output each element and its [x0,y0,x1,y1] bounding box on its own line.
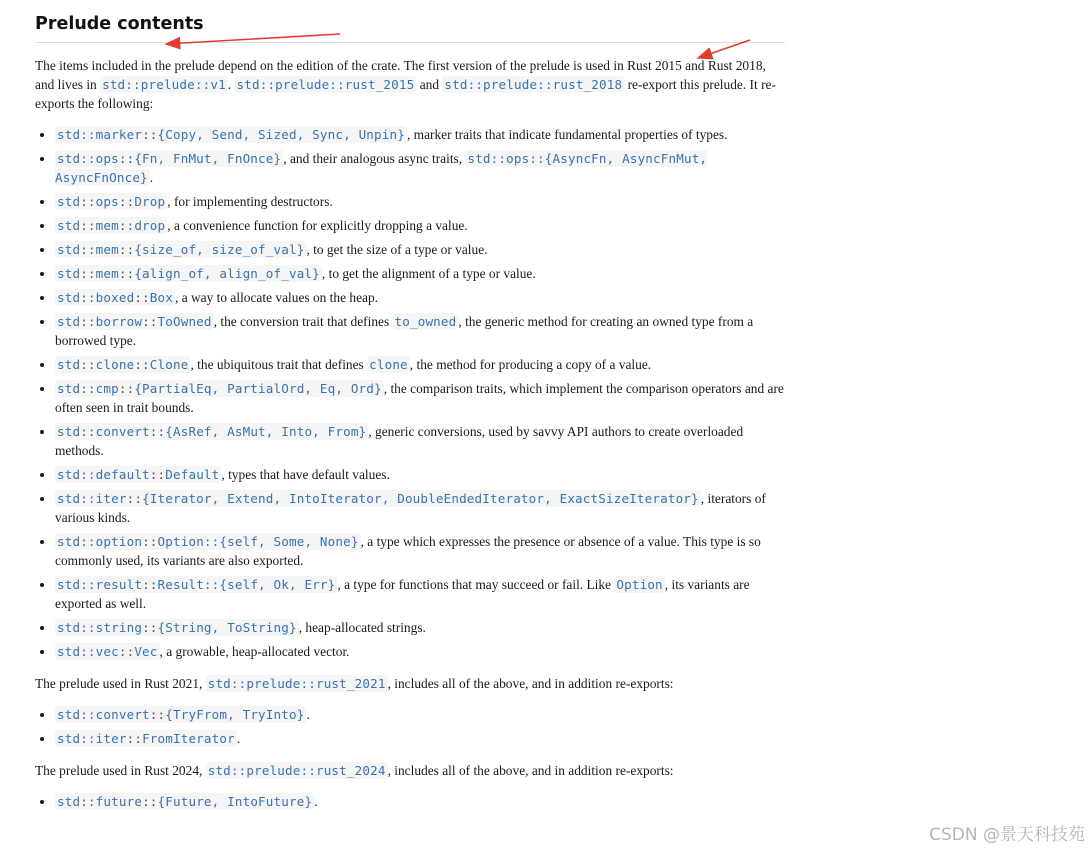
item-description: , a type for functions that may succeed or fail. Like [337,577,615,592]
item-description: , a way to allocate values on the heap. [175,290,379,305]
module-link[interactable]: std::vec [57,644,119,659]
item-link[interactable]: FromIterator [142,731,235,746]
path-separator: :: [118,266,135,281]
item-description: . [149,170,154,185]
item-description: , the generic method for creating an owned type from a borrowed type. [55,314,754,348]
section-heading: Prelude contents [35,10,785,43]
module-link[interactable]: std::marker [57,127,143,142]
item-link[interactable]: ToOwned [157,314,212,329]
item-link[interactable]: Default [165,467,220,482]
item-link[interactable]: Clone [149,357,189,372]
module-link[interactable]: std::mem [57,242,119,257]
item-description: , types that have default values. [221,467,390,482]
module-link[interactable]: std::iter [57,731,127,746]
item-link[interactable]: drop [134,218,166,233]
red-arrow-right [698,40,750,58]
item-description: , the ubiquitous trait that defines [190,357,368,372]
path-separator: :: [118,151,135,166]
module-link[interactable]: std::result [57,577,143,592]
item-link[interactable]: {String, ToString} [157,620,297,635]
item-description: , generic conversions, used by savvy API authors to create overloaded methods. [55,424,744,458]
path-separator: :: [149,707,166,722]
item-link[interactable]: {TryFrom, TryInto} [165,707,305,722]
intro-text: and [416,77,443,92]
module-link[interactable]: std::cmp [57,381,119,396]
intro-text: The items included in the prelude depend on the edition of the crate. The first version of the prelude is used in Rust 2015 and Rust 2018, and lives in [35,58,766,92]
item-link[interactable]: {Fn, FnMut, FnOnce} [134,151,282,166]
rust-2021-text: , includes all of the above, and in addition re-exports: [387,676,674,691]
item-description: , to get the alignment of a type or value. [321,266,536,281]
item-link[interactable]: Result::{self, Ok, Err} [157,577,336,592]
item-description: , the method for producing a copy of a value. [409,357,652,372]
module-link[interactable]: std::mem [57,218,119,233]
item-link[interactable]: {align_of, align_of_val} [134,266,320,281]
item-description: , for implementing destructors. [167,194,333,209]
item-description: . [306,707,310,722]
item-description: . [236,731,241,746]
link-prelude-rust-2021-text[interactable]: std::prelude::rust_2021 [207,676,386,691]
watermark: CSDN @景天科技苑 [929,825,1085,845]
path-separator: :: [149,424,166,439]
path-separator: :: [142,534,158,549]
item-description: , iterators of various kinds. [55,491,766,525]
module-link[interactable]: std::clone [57,357,135,372]
path-separator: :: [126,491,143,506]
inline-link[interactable]: to_owned [394,314,457,329]
path-separator: :: [142,620,158,635]
rust-2021-text: The prelude used in Rust 2021, [35,676,206,691]
item-description: , a growable, heap-allocated vector. [159,644,350,659]
item-description: . [314,794,318,809]
module-link[interactable]: std::boxed [57,290,135,305]
link-prelude-v1-text[interactable]: std::prelude::v1 [102,77,226,92]
path-separator: :: [118,194,135,209]
path-separator: :: [134,357,150,372]
module-link[interactable]: std::future [57,794,143,809]
item-description: , to get the size of a type or value. [306,242,488,257]
module-link[interactable]: std::convert [57,424,150,439]
item-link[interactable]: {AsRef, AsMut, Into, From} [165,424,367,439]
module-link[interactable]: std::ops [57,194,119,209]
item-link[interactable]: {Iterator, Extend, IntoIterator, DoubleEndedIterator, ExactSizeIterator} [142,491,699,506]
item-description: , a type which expresses the presence or absence of a value. This type is so commonly used, its variants are also exported. [55,534,761,568]
item-link[interactable]: Option::{self, Some, None} [157,534,359,549]
link-prelude-rust-2018-text[interactable]: std::prelude::rust_2018 [444,77,623,92]
item-link[interactable]: {size_of, size_of_val} [134,242,305,257]
path-separator: :: [134,290,150,305]
rust-2024-text: , includes all of the above, and in addition re-exports: [387,763,674,778]
item-description: , the comparison traits, which implement the comparison operators and are often seen in trait bounds. [55,381,784,415]
inline-link[interactable]: clone [369,357,408,372]
intro-text: . [227,77,235,92]
path-separator: :: [142,314,158,329]
item-link[interactable]: {PartialEq, PartialOrd, Eq, Ord} [134,381,382,396]
path-separator: :: [118,644,135,659]
item-link[interactable]: {Future, IntoFuture} [157,794,313,809]
red-arrow-left [166,34,340,44]
inline-link[interactable]: Option [616,577,663,592]
item-description: , and their analogous async traits, [283,151,466,166]
path-separator: :: [149,467,166,482]
module-link[interactable]: std::string [57,620,143,635]
item-link[interactable]: Drop [134,194,166,209]
item-description: , marker traits that indicate fundamental properties of types. [406,127,728,142]
module-link[interactable]: std::iter [57,491,127,506]
item-description: , a convenience function for explicitly dropping a value. [167,218,468,233]
intro-text: re-export this prelude. It re-exports the following: [35,77,776,111]
inline-link[interactable]: std::ops::{AsyncFn, AsyncFnMut, AsyncFnOnce} [55,151,708,185]
path-separator: :: [118,242,135,257]
module-link[interactable]: std::mem [57,266,119,281]
item-link[interactable]: {Copy, Send, Sized, Sync, Unpin} [157,127,405,142]
item-link[interactable]: Box [149,290,173,305]
module-link[interactable]: std::ops [57,151,119,166]
item-description: , heap-allocated strings. [298,620,426,635]
module-link[interactable]: std::borrow [57,314,143,329]
path-separator: :: [118,381,135,396]
item-description: , its variants are exported as well. [55,577,750,611]
rust-2024-text: The prelude used in Rust 2024, [35,763,206,778]
item-link[interactable]: Vec [134,644,158,659]
path-separator: :: [142,794,158,809]
path-separator: :: [126,731,143,746]
link-prelude-rust-2024-text[interactable]: std::prelude::rust_2024 [207,763,386,778]
item-description: , the conversion trait that defines [213,314,393,329]
path-separator: :: [142,127,158,142]
path-separator: :: [118,218,135,233]
link-prelude-rust-2015-text[interactable]: std::prelude::rust_2015 [236,77,415,92]
module-link[interactable]: std::default [57,467,150,482]
path-separator: :: [142,577,158,592]
module-link[interactable]: std::convert [57,707,150,722]
module-link[interactable]: std::option [57,534,143,549]
